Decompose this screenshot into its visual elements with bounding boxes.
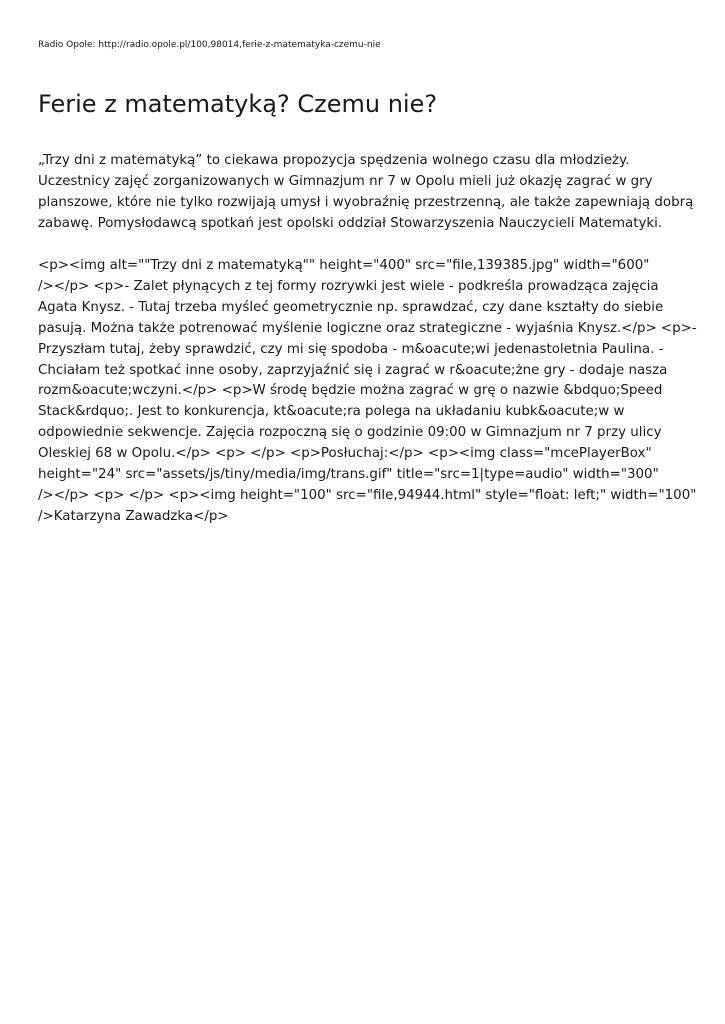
article-lead <box>38 151 694 235</box>
body-line: height="24" src="assets/js/tiny/media/img/trans.gif" title="src=1|type=audio" width="300" <box>38 467 659 483</box>
body-line: Chciałam też spotkać inne osoby, zaprzyjaźnić się i zagrać w r&oacute;żne gry - dodaje nasza <box>38 362 668 378</box>
body-line: pasują. Można także potrenować myślenie logiczne oraz strategiczne - wyjaśnia Knysz.</p> <p>- <box>38 320 697 336</box>
body-line: /></p> <p>- Zalet płynących z tej formy rozrywki jest wiele - podkreśla prowadząca zajęcia <box>38 278 659 294</box>
source-url-line: Radio Opole: http://radio.opole.pl/100,98014,ferie-z-matematyka-czemu-nie <box>38 40 381 50</box>
body-line: Oleskiej 68 w Opolu.</p> <p> </p> <p>Posłuchaj:</p> <p><img class="mcePlayerBox" <box>38 446 652 462</box>
body-line: /></p> <p> </p> <p><img height="100" src="file,94944.html" style="float: left;" width="100" <box>38 487 697 503</box>
body-line: Agata Knysz. - Tutaj trzeba myśleć geometrycznie np. sprawdzać, czy dane kształty do siebie <box>38 299 664 315</box>
body-line: <p><img alt=""Trzy dni z matematyką"" height="400" src="file,139385.jpg" width="600" <box>38 258 650 273</box>
article-title: Ferie z matematyką? Czemu nie? <box>38 90 438 118</box>
lead-line: Uczestnicy zajęć zorganizowanych w Gimnazjum nr 7 w Opolu mieli już okazję zagrać w gry <box>38 173 653 189</box>
body-line: Stack&rdquo;. Jest to konkurencja, kt&oacute;ra polega na układaniu kubk&oacute;w w <box>38 404 625 420</box>
lead-line: zabawę. Pomysłodawcą spotkań jest opolski oddział Stowarzyszenia Nauczycieli Matematyki. <box>38 215 663 231</box>
body-line: odpowiednie sekwencje. Zajęcia rozpoczną się o godzinie 09:00 w Gimnazjum nr 7 przy ulicy <box>38 425 662 441</box>
body-line: rozm&oacute;wczyni.</p> <p>W środę będzie można zagrać w grę o nazwie &bdquo;Speed <box>38 383 663 399</box>
body-line: Przyszłam tutaj, żeby sprawdzić, czy mi się spodoba - m&oacute;wi jedenastoletnia Paulina. - <box>38 341 664 357</box>
lead-line: „Trzy dni z matematyką” to ciekawa propozycja spędzenia wolnego czasu dla młodzieży. <box>38 153 630 168</box>
article-body <box>38 256 697 528</box>
lead-line: planszowe, które nie tylko rozwijają umysł i wyobraźnię przestrzenną, ale także zapewniają dobrą <box>38 194 694 210</box>
body-line: />Katarzyna Zawadzka</p> <box>38 508 229 524</box>
